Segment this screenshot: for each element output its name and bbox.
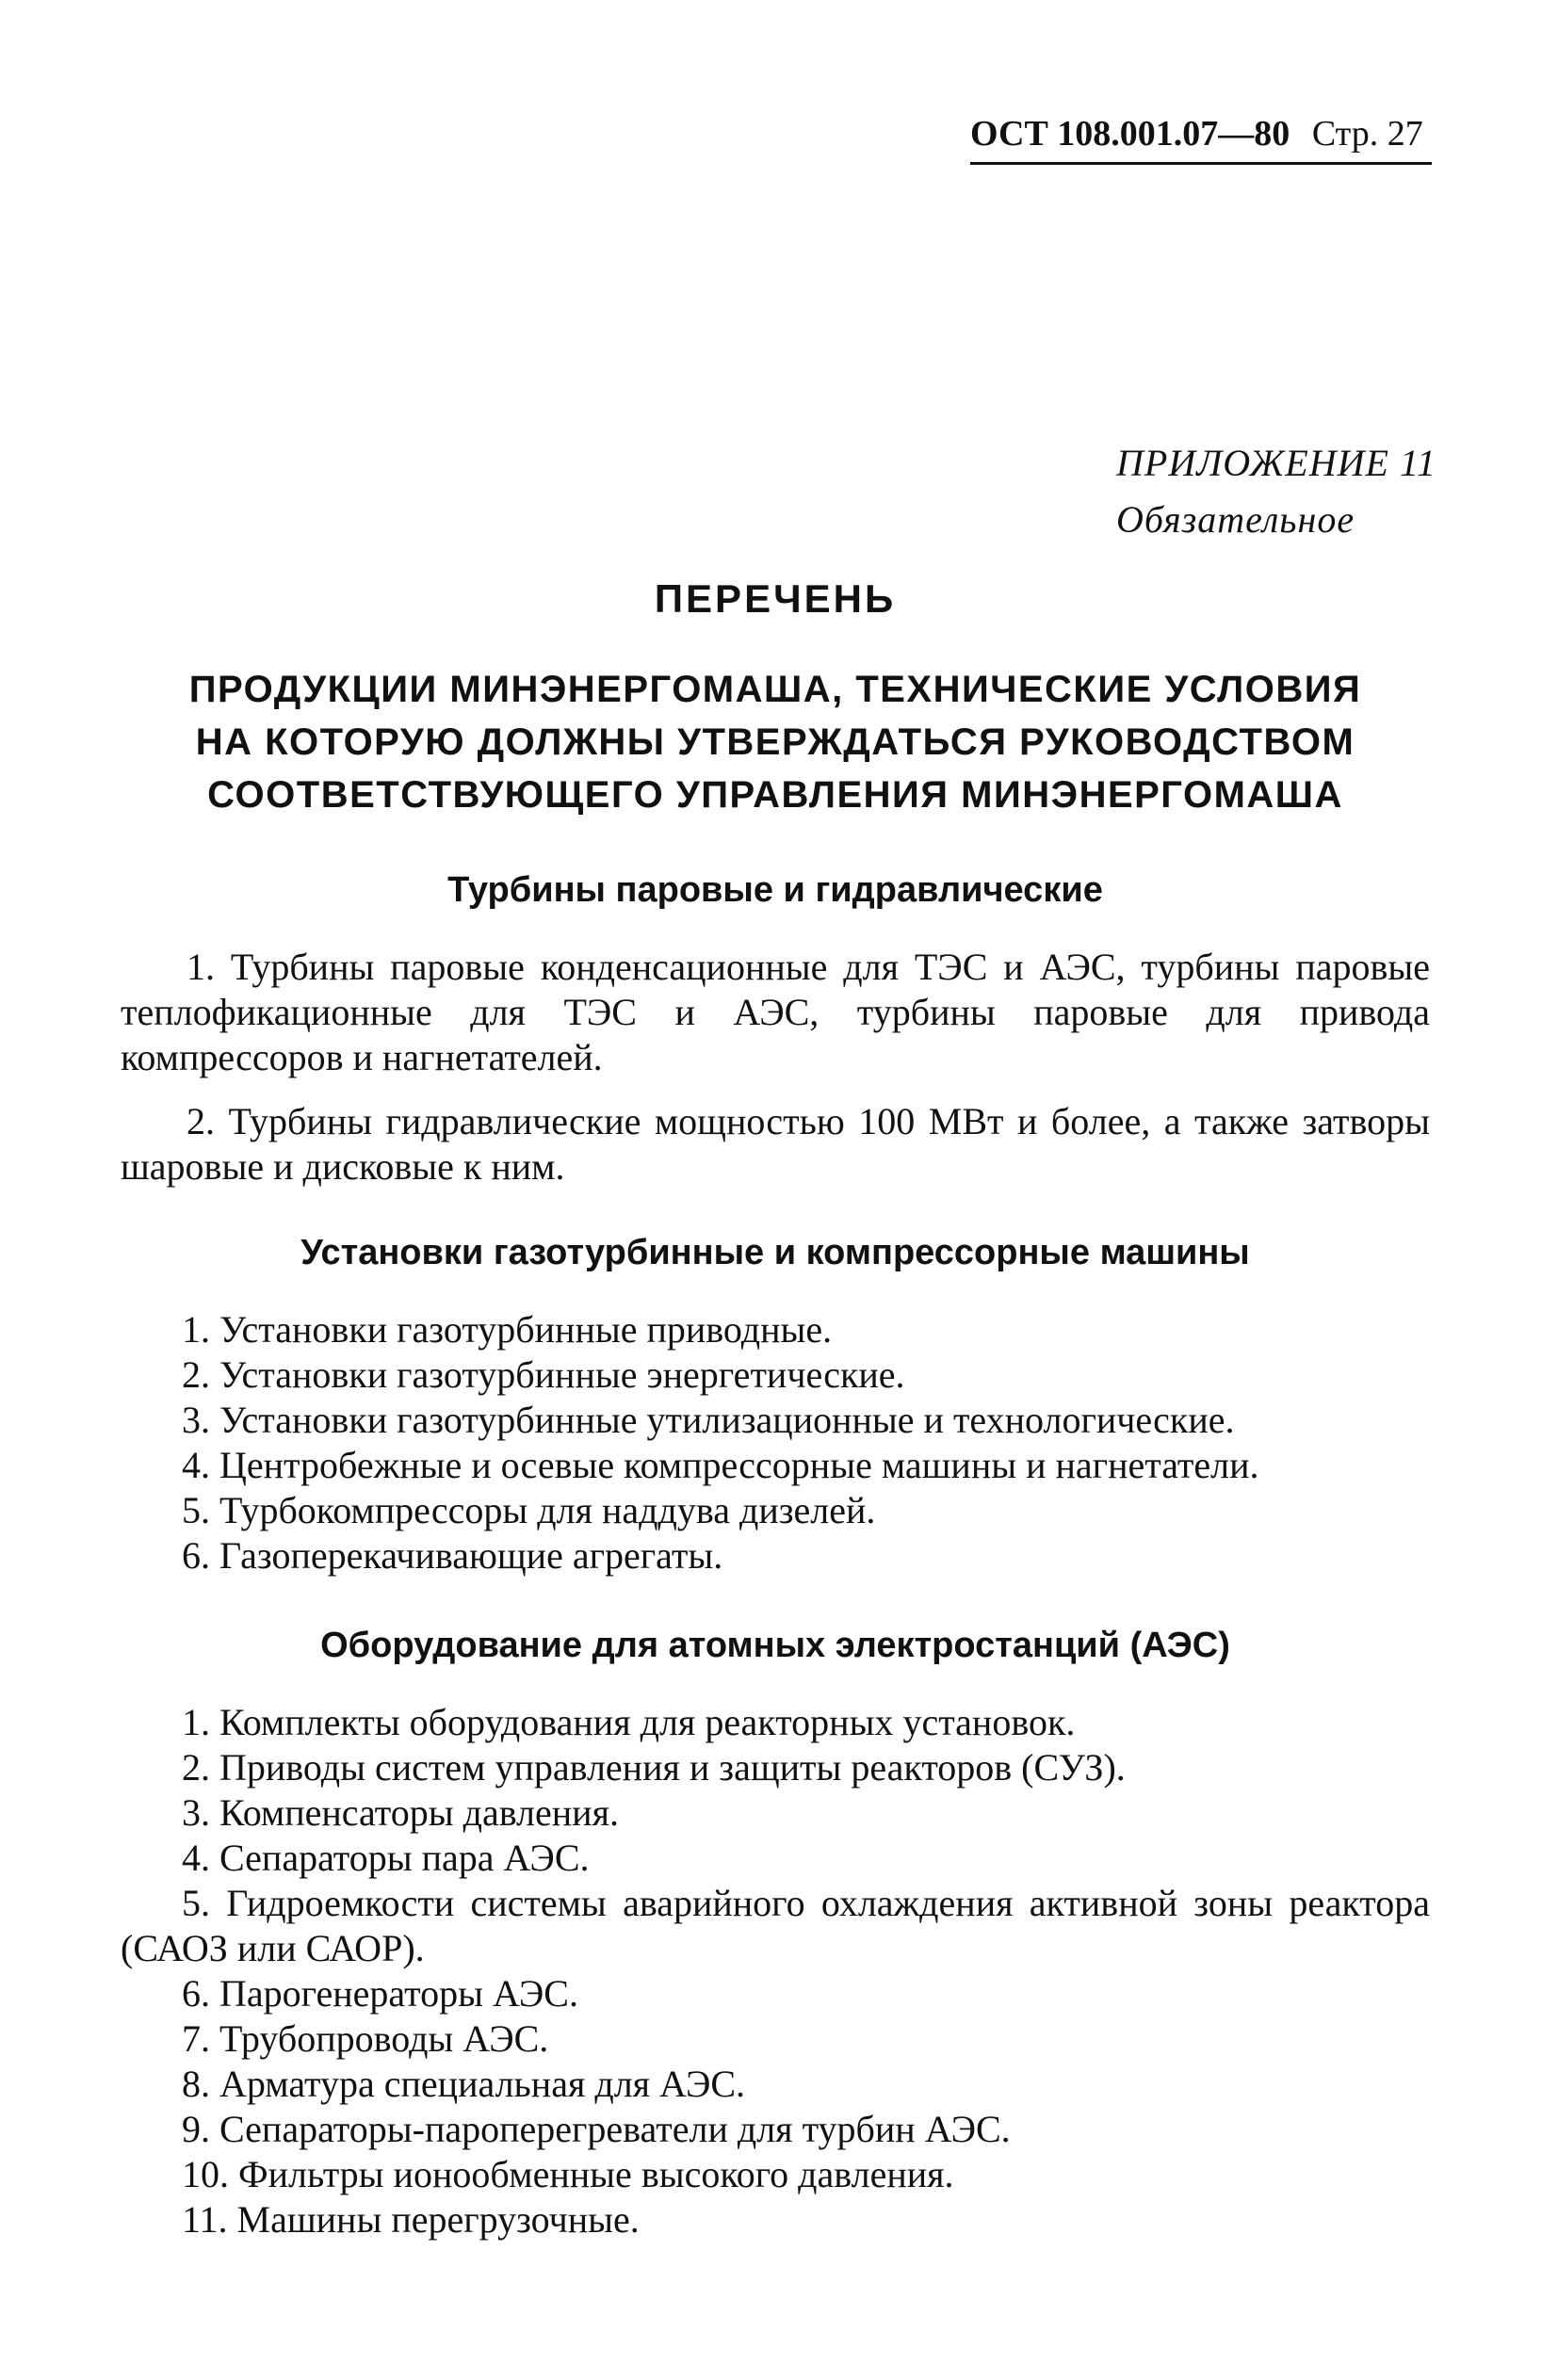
list-item: 6. Парогенераторы АЭС.	[182, 1972, 578, 2015]
appendix-status: Обязательное	[1116, 498, 1355, 541]
list-item: 7. Трубопроводы АЭС.	[182, 2017, 549, 2060]
appendix-label: ПРИЛОЖЕНИЕ 11	[1116, 442, 1436, 484]
list-item: 4. Сепараторы пара АЭС.	[182, 1837, 590, 1879]
page-header	[970, 113, 1432, 165]
appendix-block	[1116, 435, 1436, 548]
list-item: 2. Турбины гидравлические мощностью 100 МВт и более, а также затворы шаровые и дисковые к ним.	[121, 1100, 1430, 1188]
section-title: Установки газотурбинные и компрессорные машины	[300, 1233, 1250, 1272]
section-title: Оборудование для атомных электростанций (АЭС)	[320, 1626, 1230, 1665]
list-item: 8. Арматура специальная для АЭС.	[182, 2063, 746, 2105]
list-item: 4. Центробежные и осевые компрессорные машины и нагнетатели.	[182, 1444, 1259, 1486]
list-item: 1. Установки газотурбинные приводные.	[182, 1308, 833, 1351]
section-turbines	[121, 870, 1430, 1190]
standard-number: ОСТ 108.001.07—80	[970, 114, 1290, 154]
subtitle-line: СООТВЕТСТВУЮЩЕГО УПРАВЛЕНИЯ МИНЭНЕРГОМАША	[207, 774, 1343, 816]
section-title: Турбины паровые и гидравлические	[447, 870, 1103, 910]
document-body	[121, 576, 1430, 2242]
document-subtitle	[121, 663, 1430, 821]
list-item: 5. Турбокомпрессоры для наддува дизелей.	[182, 1489, 876, 1531]
list-item: 3. Установки газотурбинные утилизационные и технологические.	[182, 1399, 1235, 1441]
list-item: 9. Сепараторы-пароперегреватели для турбин АЭС.	[182, 2108, 1011, 2150]
list-item: 2. Приводы систем управления и защиты реакторов (СУЗ).	[182, 1746, 1126, 1789]
list-item: 2. Установки газотурбинные энергетические.	[182, 1353, 905, 1396]
subtitle-line: ПРОДУКЦИИ МИНЭНЕРГОМАША, ТЕХНИЧЕСКИЕ УСЛОВИЯ	[188, 669, 1362, 710]
list-item: 10. Фильтры ионообменные высокого давления.	[182, 2153, 954, 2195]
list-item: 5. Гидроемкости системы аварийного охлаждения активной зоны реактора (САОЗ или САОР).	[121, 1882, 1430, 1969]
list-item: 1. Турбины паровые конденсационные для ТЭС и АЭС, турбины паровые теплофикационные для ТЭС и АЭС, турбины паровые для привода компрессоров и нагнетателей.	[121, 946, 1430, 1078]
section-gas-turbines	[121, 1233, 1430, 1579]
list-item: 11. Машины перегрузочные.	[182, 2198, 640, 2241]
list-item: 3. Компенсаторы давления.	[182, 1791, 619, 1834]
subtitle-line: НА КОТОРУЮ ДОЛЖНЫ УТВЕРЖДАТЬСЯ РУКОВОДСТВОМ	[195, 721, 1355, 763]
list-item: 1. Комплекты оборудования для реакторных установок.	[182, 1701, 1076, 1743]
page-number: Стр. 27	[1311, 114, 1423, 154]
list-item: 6. Газоперекачивающие агрегаты.	[182, 1534, 723, 1577]
section-nuclear-equipment	[121, 1626, 1430, 2242]
document-title: ПЕРЕЧЕНЬ	[654, 576, 897, 621]
